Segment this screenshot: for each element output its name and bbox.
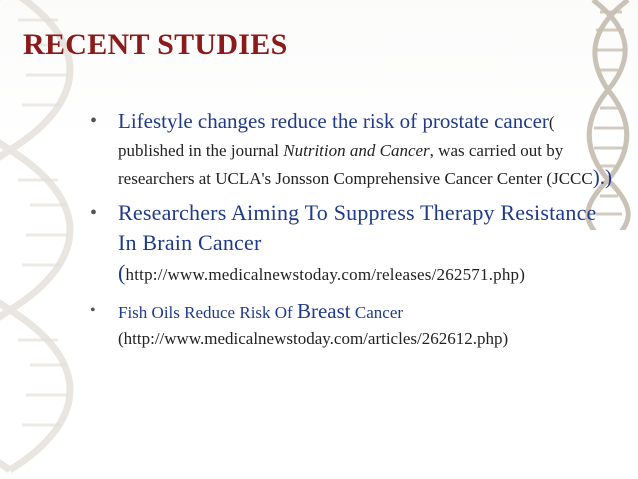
bullet-icon: • <box>90 202 98 224</box>
bullet-icon: • <box>90 302 96 319</box>
slide-title: RECENT STUDIES <box>23 28 288 61</box>
article-url[interactable]: (http://www.medicalnewstoday.com/articles/262612.php) <box>118 329 509 348</box>
bullet-item-brain-cancer <box>90 198 620 290</box>
bullet-list <box>90 108 620 352</box>
bullet-item-fish-oils <box>90 298 620 352</box>
bullet-text: Researchers Aiming To Suppress Therapy Resistance In Brain Cancer <box>118 200 597 255</box>
bullet-open-paren: ( <box>118 260 126 285</box>
bullet-text-source: ( published in the journal <box>118 113 555 160</box>
bullet-text-cancer: Cancer <box>350 303 404 322</box>
article-url[interactable]: http://www.medicalnewstoday.com/releases/262571.php) <box>125 265 526 284</box>
journal-name: Nutrition and Cancer <box>283 141 430 160</box>
bullet-text-cancer: cancer <box>494 109 549 133</box>
bullet-item-prostate <box>90 108 620 192</box>
bullet-text-close: ).) <box>592 165 612 189</box>
bullet-icon: • <box>90 110 98 132</box>
bullet-text-researchers: , was carried out by researchers at UCLA's Jonsson Comprehensive Cancer Center (JCCC <box>118 141 593 188</box>
bullet-text: Lifestyle changes reduce the risk of prostate <box>118 109 489 133</box>
bullet-text-breast: Breast <box>296 299 351 323</box>
bullet-text: Fish Oils Reduce Risk Of <box>118 303 297 322</box>
